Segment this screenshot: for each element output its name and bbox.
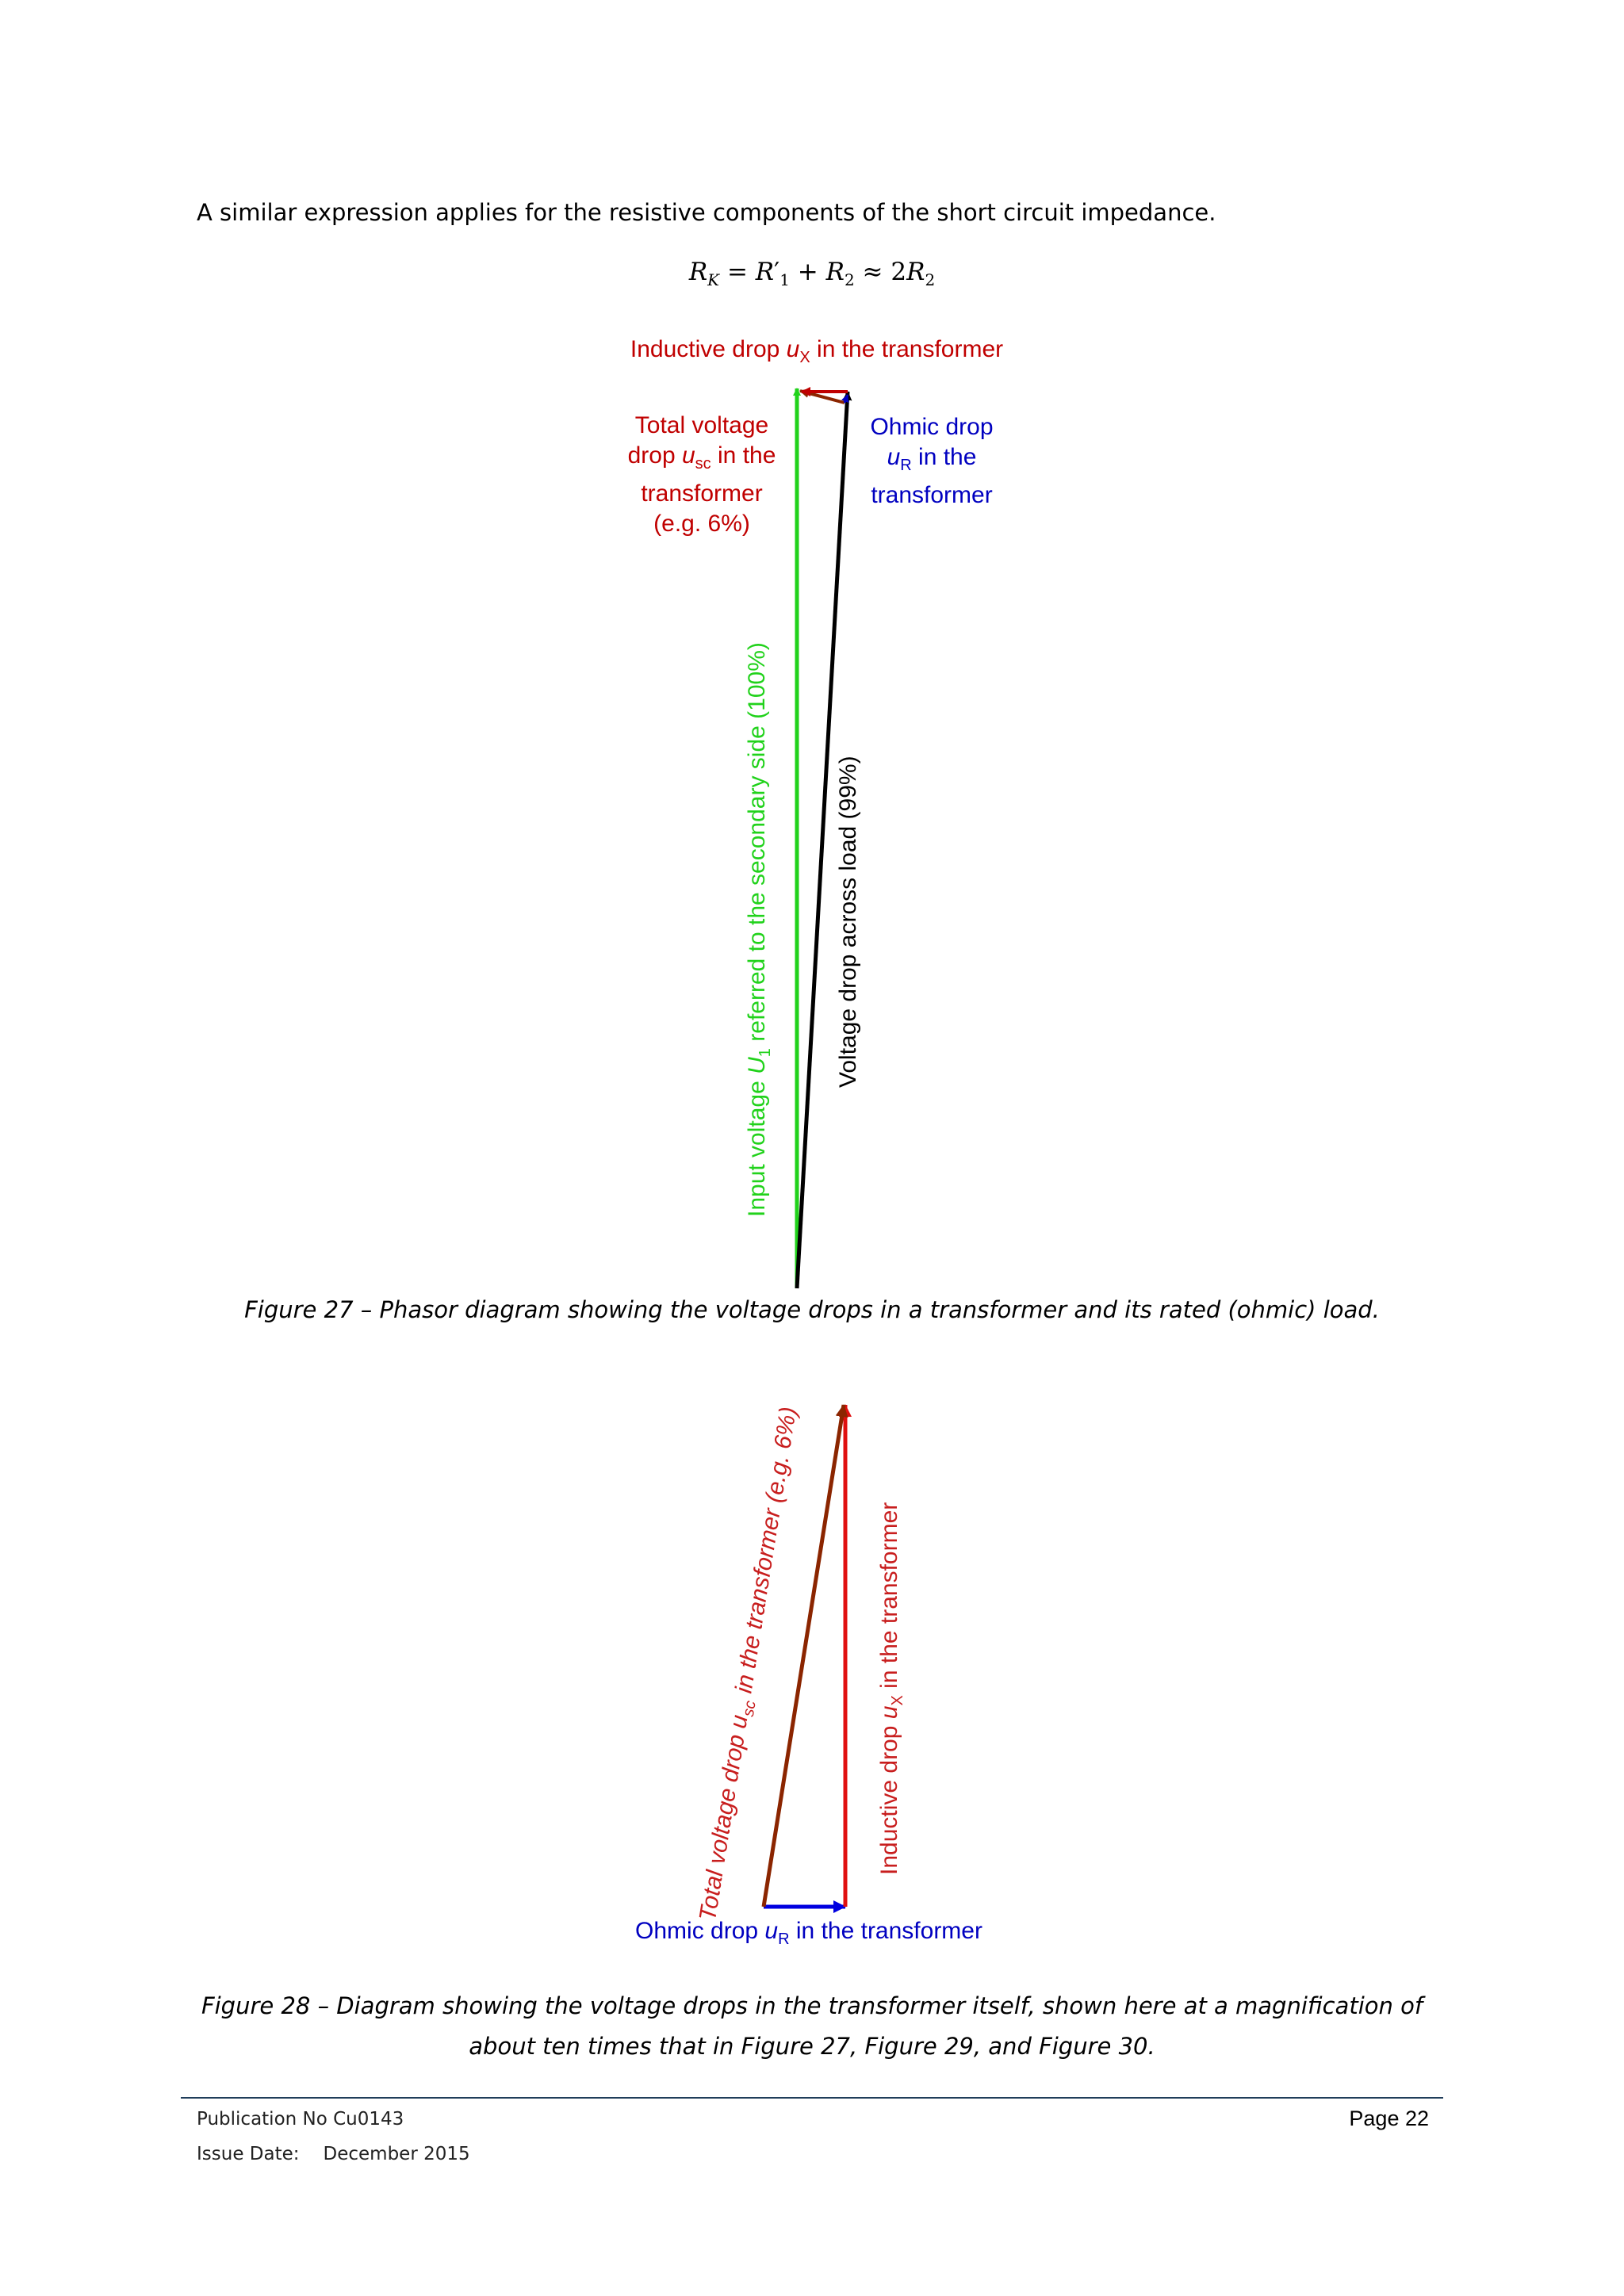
footer-divider bbox=[181, 2097, 1443, 2099]
figure-27-caption: Figure 27 – Phasor diagram showing the voltage drops in a transformer and its rated (ohmic) load. bbox=[244, 1296, 1380, 1323]
issue-date: Issue Date: December 2015 bbox=[197, 2144, 470, 2164]
total-voltage-drop-label-28: Total voltage drop $u_{sc}$ in the transformer (e.g. 6%) bbox=[695, 1405, 802, 1923]
load-voltage-label: Voltage drop across load (99%) bbox=[835, 756, 861, 1088]
total-voltage-drop-label: Total voltage drop $u_{sc}$ in the transformer (e.g. 6%) bbox=[627, 412, 776, 537]
inductive-drop-label: Inductive drop $u_X$ in the transformer bbox=[630, 336, 1004, 366]
ohmic-drop-label: Ohmic drop $u_R$ in the transformer bbox=[870, 414, 994, 508]
resistance-formula: $R_K = R'_1 + R_2 \approx 2R_2$ bbox=[688, 258, 936, 290]
intro-paragraph: A similar expression applies for the resistive components of the short circuit impedance. bbox=[197, 199, 1216, 226]
figure-28-caption: Figure 28 – Diagram showing the voltage drops in the transformer itself, shown here at a magnification of about ten times that in Figure 27, Figure 29, and Figure 30. bbox=[201, 1992, 1423, 2060]
input-voltage-label: Input voltage $U_1$ referred to the secondary side (100%) bbox=[744, 642, 774, 1217]
ohmic-drop-label-28: Ohmic drop $u_R$ in the transformer bbox=[635, 1918, 982, 1948]
page-number: Page 22 bbox=[1349, 2107, 1429, 2130]
publication-number: Publication No Cu0143 bbox=[197, 2109, 404, 2130]
inductive-drop-label-28: Inductive drop $u_X$ in the transformer bbox=[876, 1502, 906, 1875]
